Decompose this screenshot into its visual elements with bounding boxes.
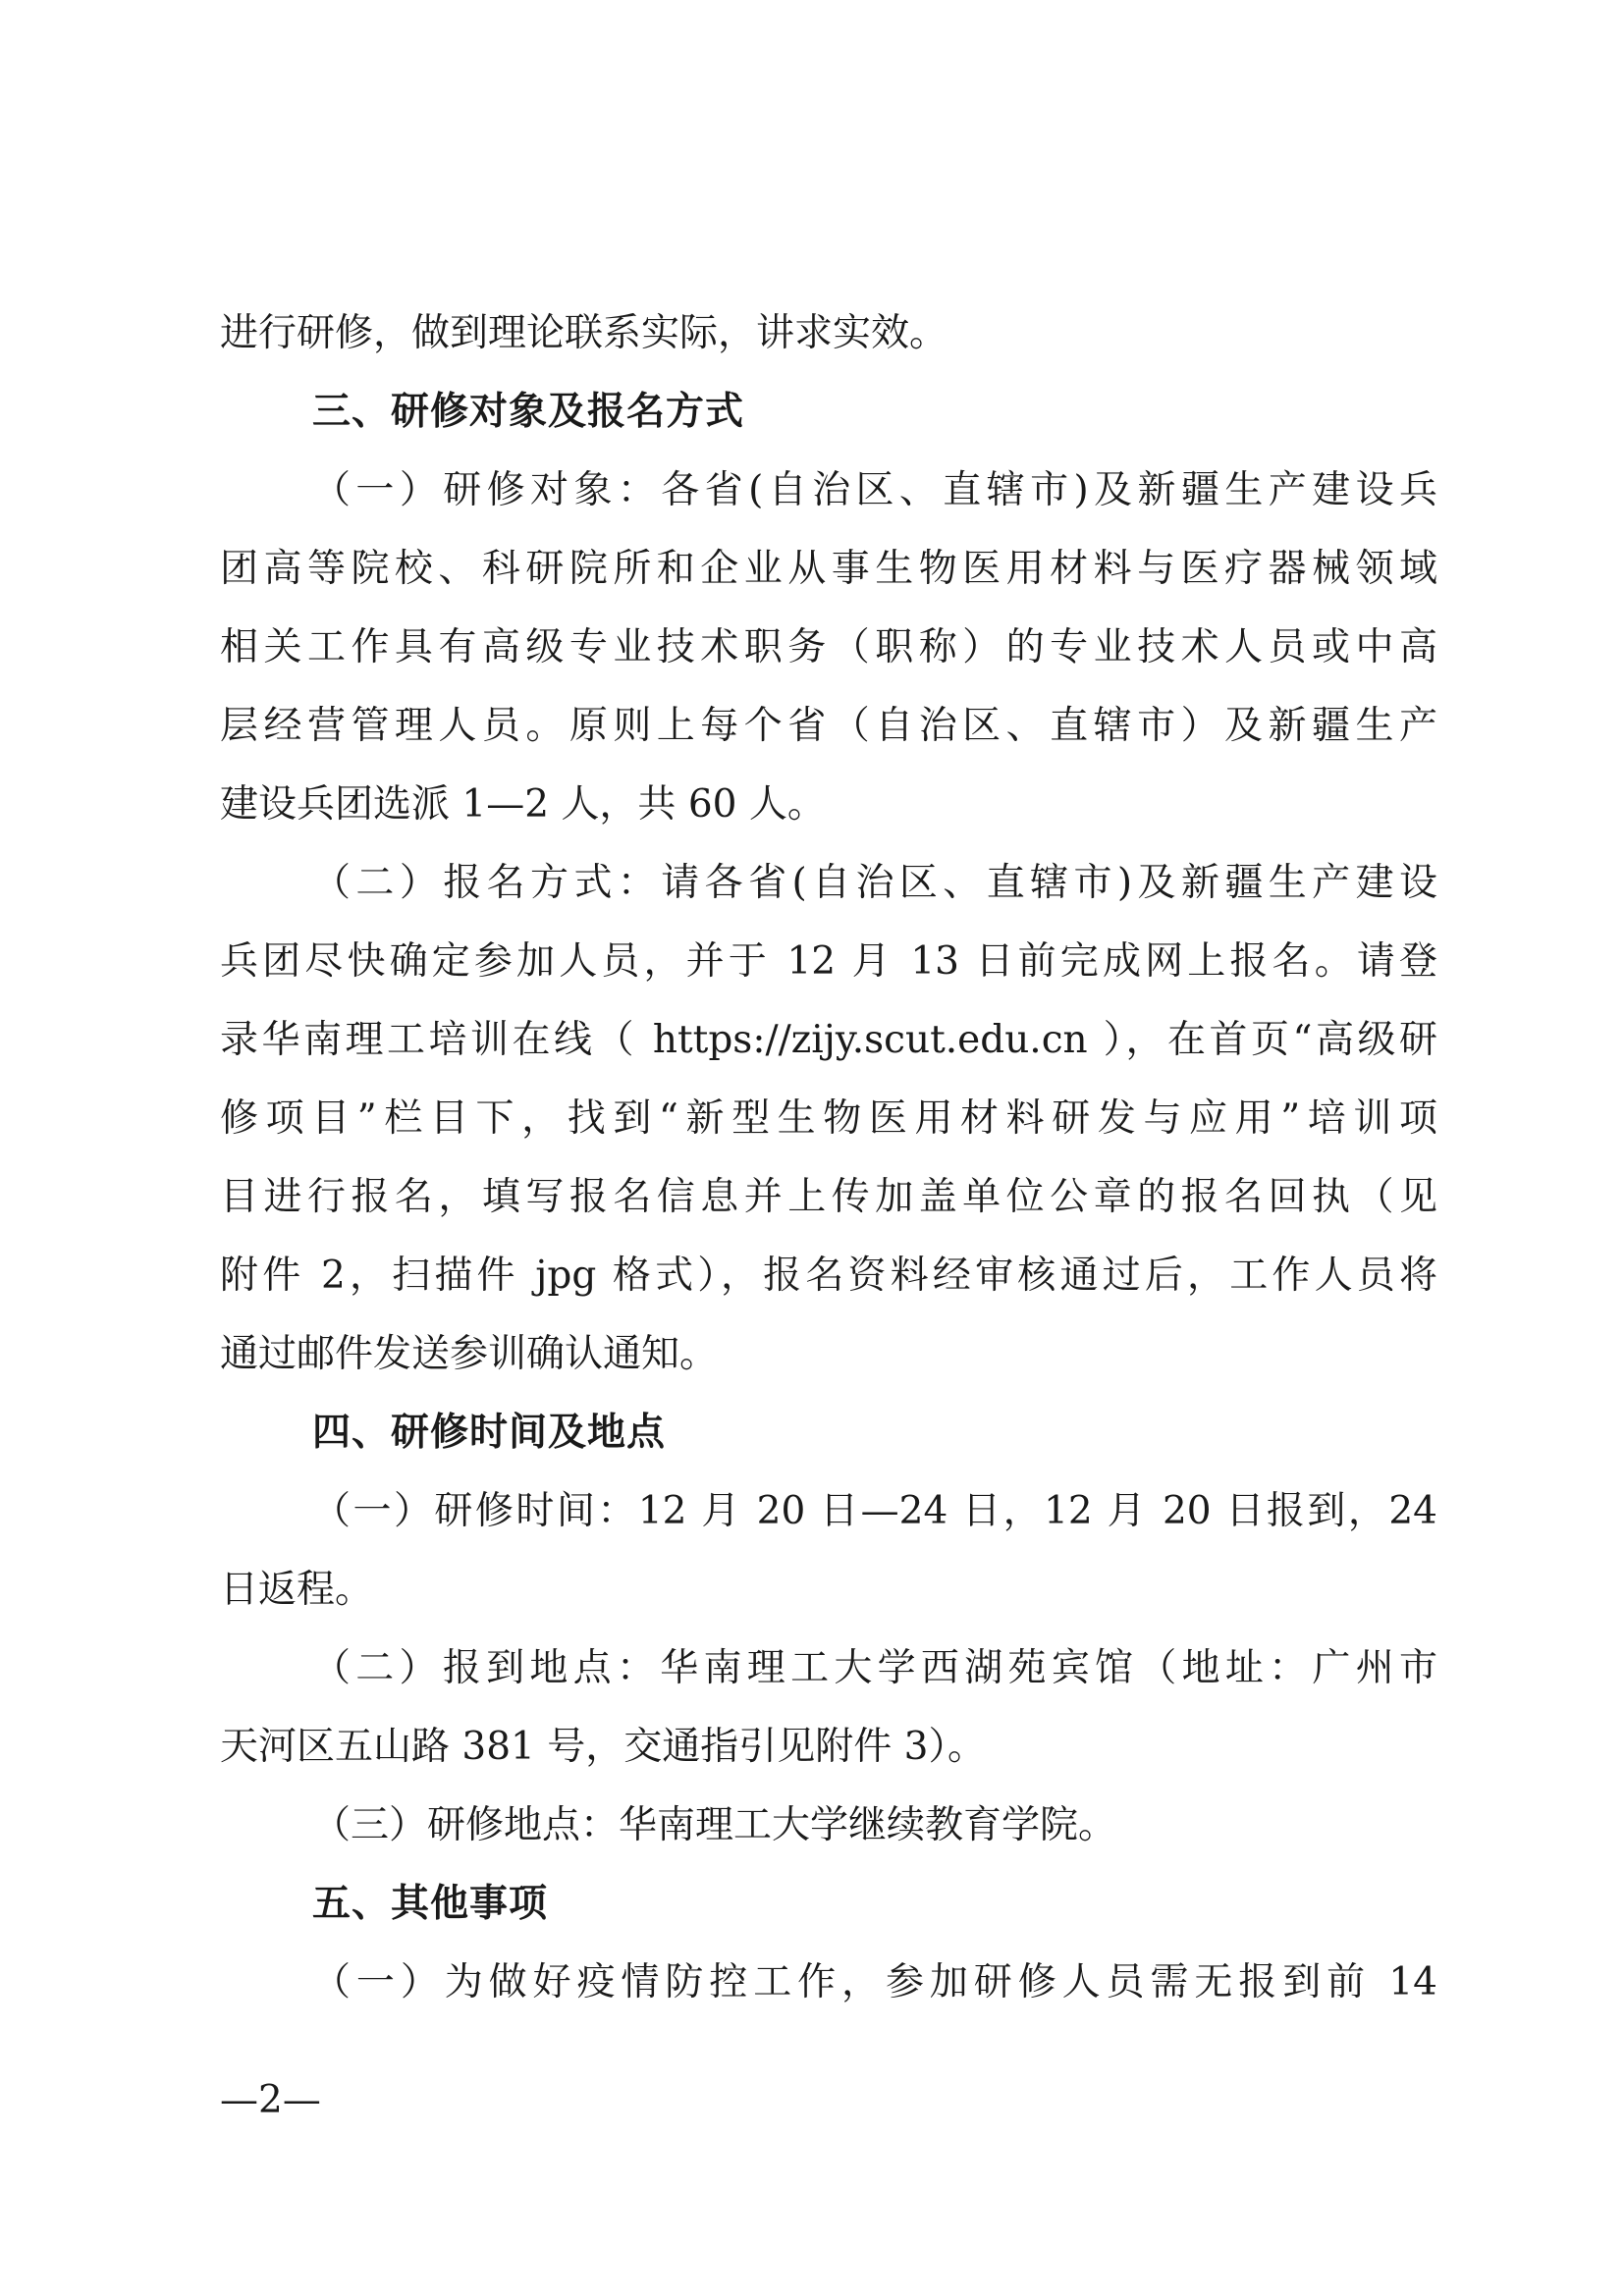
paragraph-line: 目进行报名，填写报名信息并上传加盖单位公章的报名回执（见 — [220, 1175, 1437, 1219]
paragraph-line: 天河区五山路 381 号，交通指引见附件 3）。 — [220, 1725, 986, 1769]
page-number: —2— — [220, 2078, 321, 2122]
paragraph-line: 附件 2，扫描件 jpg 格式），报名资料经审核通过后，工作人员将 — [220, 1254, 1437, 1298]
paragraph-line: 层经营管理人员。原则上每个省（自治区、直辖市）及新疆生产 — [220, 704, 1437, 748]
paragraph-line: （二）报名方式：请各省(自治区、直辖市)及新疆生产建设 — [312, 861, 1437, 905]
paragraph-line: 日返程。 — [220, 1568, 374, 1612]
paragraph-line: （一）研修对象：各省(自治区、直辖市)及新疆生产建设兵 — [312, 468, 1437, 512]
paragraph-line: 通过邮件发送参训确认通知。 — [220, 1332, 719, 1376]
paragraph-line: 建设兵团选派 1—2 人，共 60 人。 — [220, 782, 826, 827]
paragraph-line: （一）为做好疫情防控工作，参加研修人员需无报到前 14 — [312, 1960, 1437, 2004]
paragraph-line: （一）研修时间：12 月 20 日—24 日，12 月 20 日报到，24 — [312, 1489, 1437, 1533]
paragraph-line: 相关工作具有高级专业技术职务（职称）的专业技术人员或中高 — [220, 625, 1437, 669]
paragraph-line: 录华南理工培训在线（ https://zijy.scut.edu.cn ），在首页“高级研 — [220, 1018, 1437, 1062]
section-heading-4: 四、研修时间及地点 — [312, 1411, 667, 1455]
paragraph-line: （三）研修地点：华南理工大学继续教育学院。 — [312, 1803, 1117, 1847]
section-heading-5: 五、其他事项 — [312, 1882, 549, 1926]
paragraph-line: 兵团尽快确定参加人员，并于 12 月 13 日前完成网上报名。请登 — [220, 939, 1437, 984]
section-heading-3: 三、研修对象及报名方式 — [312, 390, 745, 434]
paragraph-line: 修项目”栏目下，找到“新型生物医用材料研发与应用”培训项 — [220, 1096, 1437, 1141]
paragraph-line: （二）报到地点：华南理工大学西湖苑宾馆（地址：广州市 — [312, 1646, 1437, 1690]
paragraph-line: 进行研修，做到理论联系实际，讲求实效。 — [220, 311, 948, 355]
paragraph-line: 团高等院校、科研院所和企业从事生物医用材料与医疗器械领域 — [220, 547, 1437, 591]
